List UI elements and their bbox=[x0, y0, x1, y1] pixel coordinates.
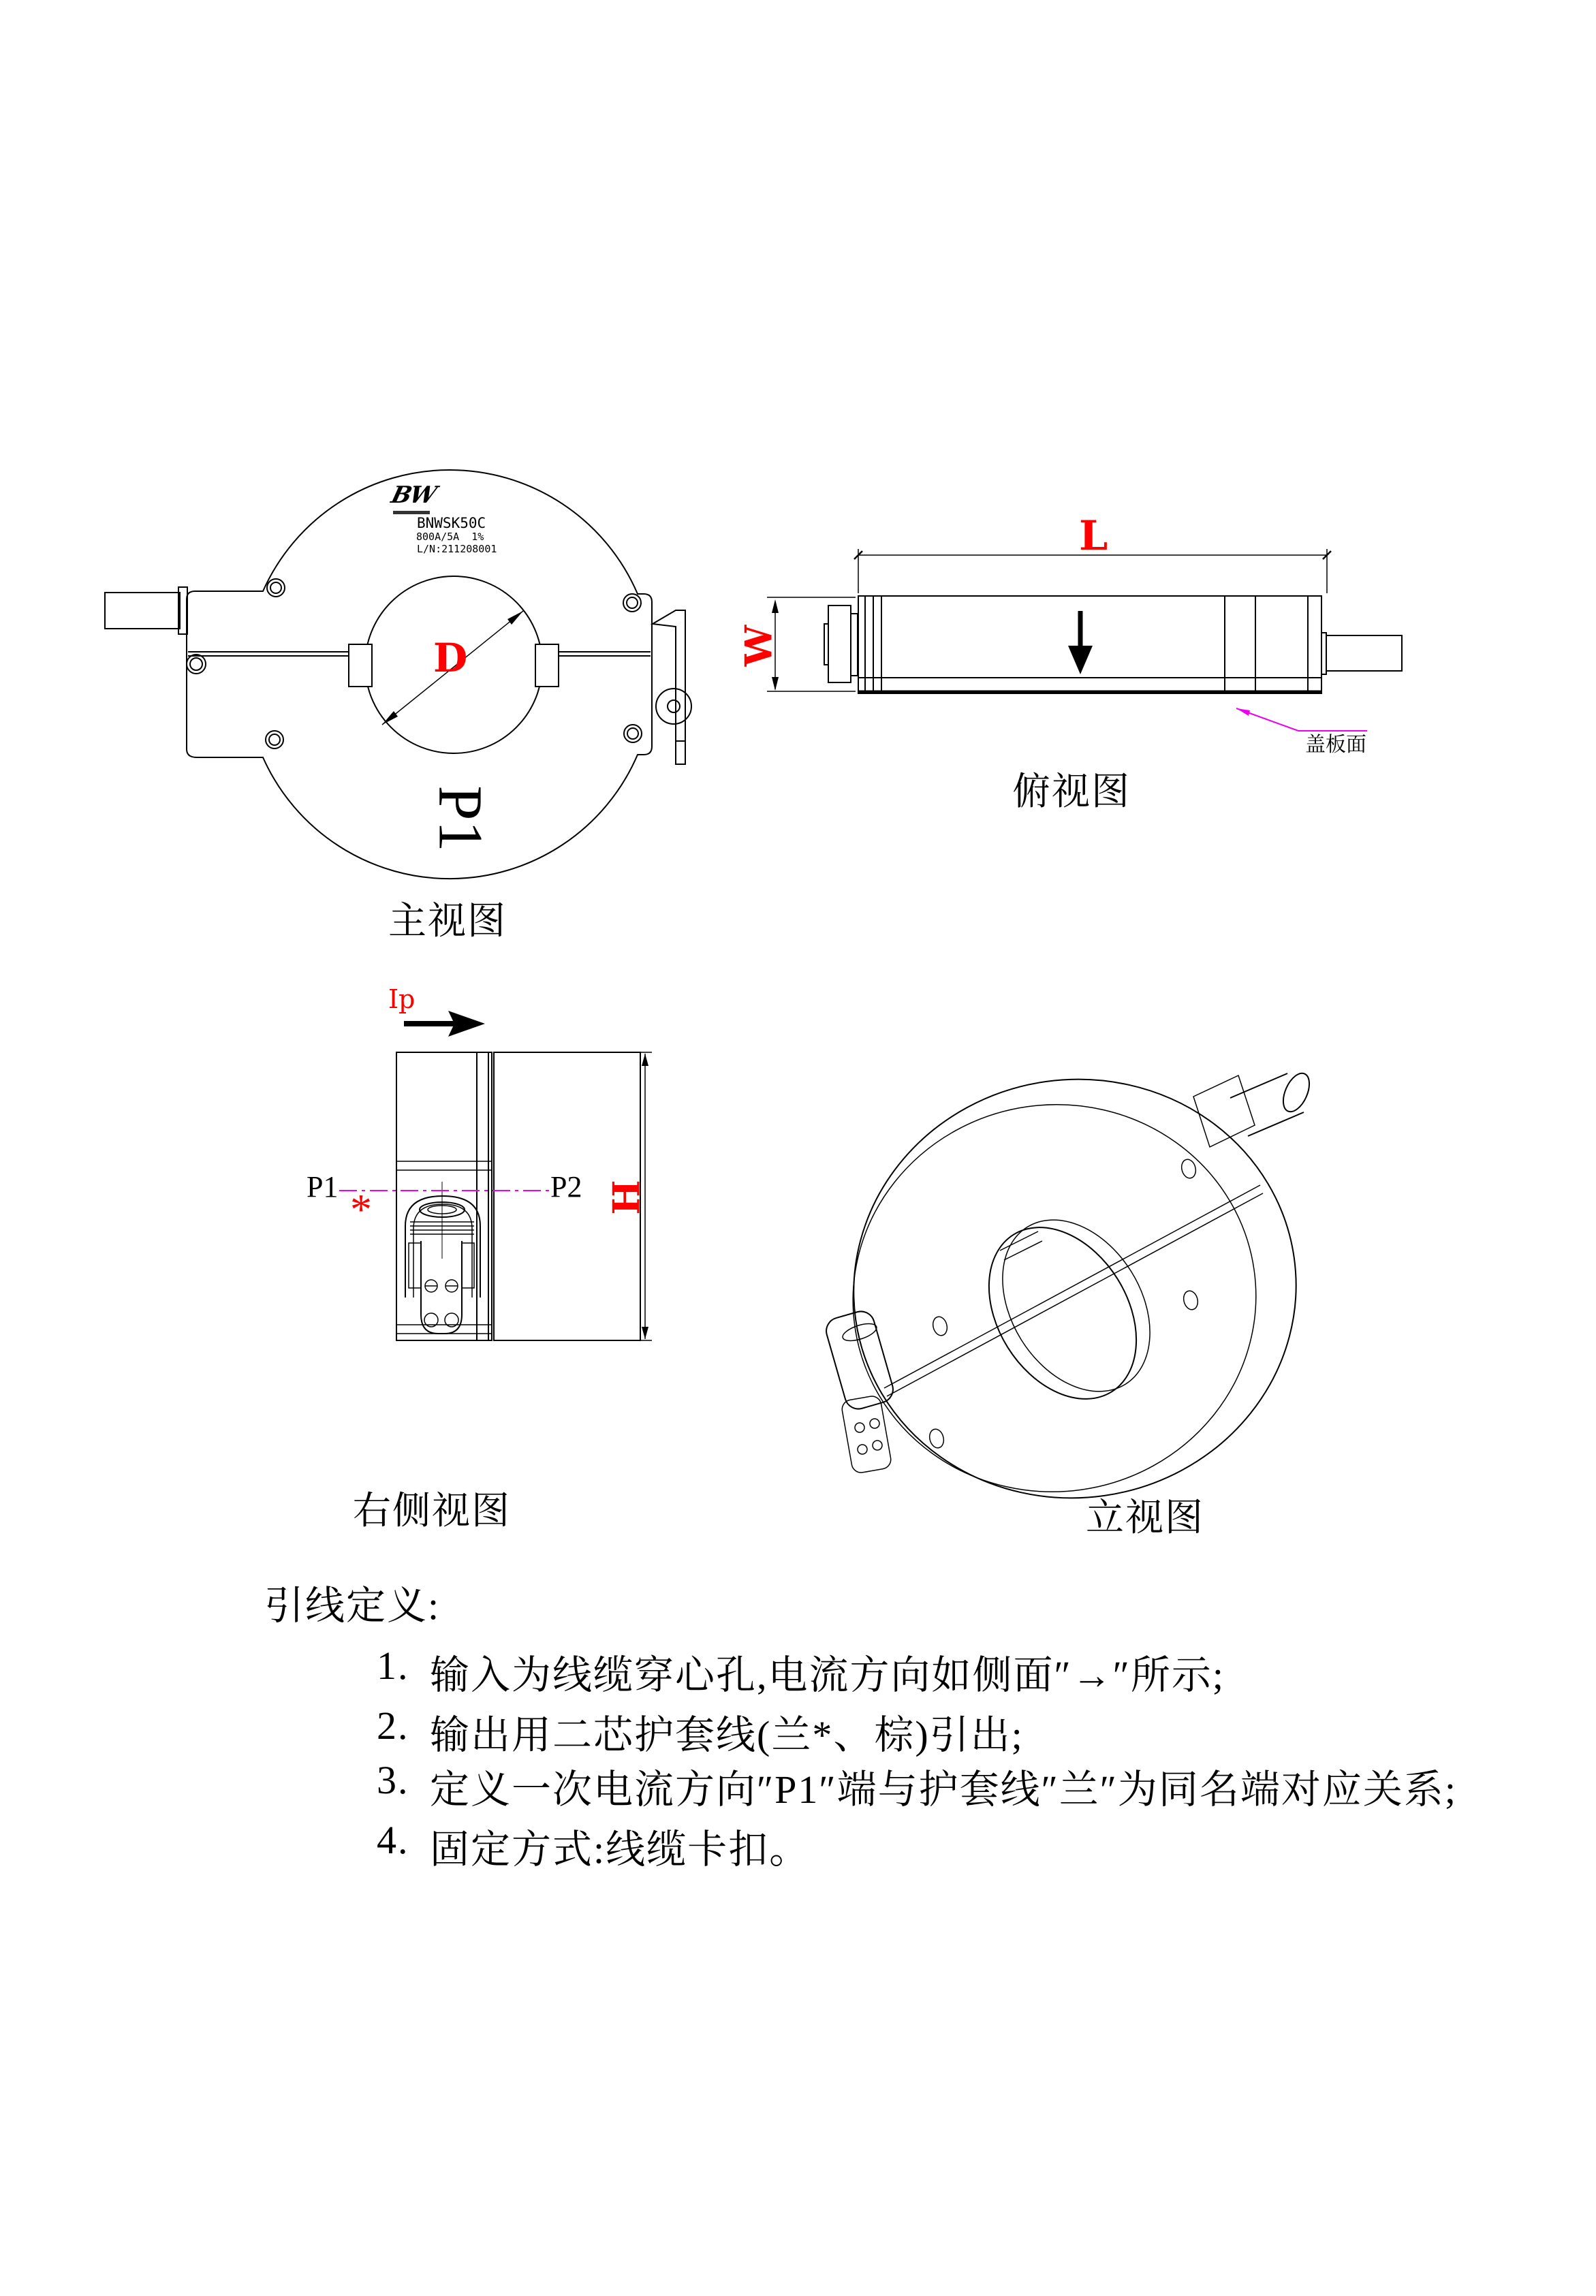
note-text: 固定方式:线缆卡扣。 bbox=[430, 1827, 811, 1872]
notes-title: 引线定义: bbox=[264, 1584, 441, 1628]
nameplate-model: BNWSK50C bbox=[417, 515, 486, 531]
dimension-w-label: W bbox=[736, 625, 781, 667]
iso-view-drawing bbox=[823, 1051, 1323, 1526]
note-text: 输入为线缆穿心孔,电流方向如侧面″→″所示; bbox=[430, 1653, 1225, 1697]
top-view-caption: 俯视图 bbox=[1012, 771, 1131, 813]
front-view-caption: 主视图 bbox=[388, 900, 507, 943]
note-item-2 bbox=[377, 1703, 1024, 1760]
side-view-drawing bbox=[339, 1011, 652, 1340]
nameplate-lot-number: L/N:211208001 bbox=[417, 543, 497, 555]
nameplate-rating: 800A/5A 1% bbox=[416, 531, 484, 543]
note-number: 2. bbox=[377, 1703, 409, 1748]
p1-terminal-label: P1 bbox=[307, 1170, 339, 1204]
note-item-4 bbox=[377, 1817, 810, 1874]
brand-logo-tagline bbox=[393, 511, 430, 514]
dimension-d-label: D bbox=[433, 635, 468, 681]
dimension-l-label: L bbox=[1079, 512, 1108, 560]
note-text: 定义一次电流方向″P1″端与护套线″兰″为同名端对应关系; bbox=[430, 1767, 1458, 1812]
brand-logo: BW bbox=[388, 482, 439, 509]
note-text: 输出用二芯护套线(兰*、棕)引出; bbox=[430, 1713, 1024, 1757]
note-number: 3. bbox=[377, 1758, 409, 1802]
side-view-caption: 右侧视图 bbox=[353, 1490, 511, 1532]
primary-current-label: Ip bbox=[388, 984, 416, 1014]
top-view-drawing bbox=[767, 549, 1402, 731]
iso-view-caption: 立视图 bbox=[1086, 1497, 1204, 1539]
note-number: 1. bbox=[377, 1644, 409, 1688]
dimension-h-label: H bbox=[604, 1180, 648, 1215]
cover-plate-label: 盖板面 bbox=[1305, 734, 1366, 756]
note-item-3 bbox=[377, 1757, 1457, 1814]
polarity-asterisk: * bbox=[350, 1185, 372, 1233]
p2-terminal-label: P2 bbox=[550, 1170, 582, 1204]
note-number: 4. bbox=[377, 1818, 409, 1862]
p1-terminal-marking: P1 bbox=[426, 785, 496, 852]
front-view-drawing bbox=[105, 470, 691, 879]
note-item-1 bbox=[377, 1643, 1225, 1700]
